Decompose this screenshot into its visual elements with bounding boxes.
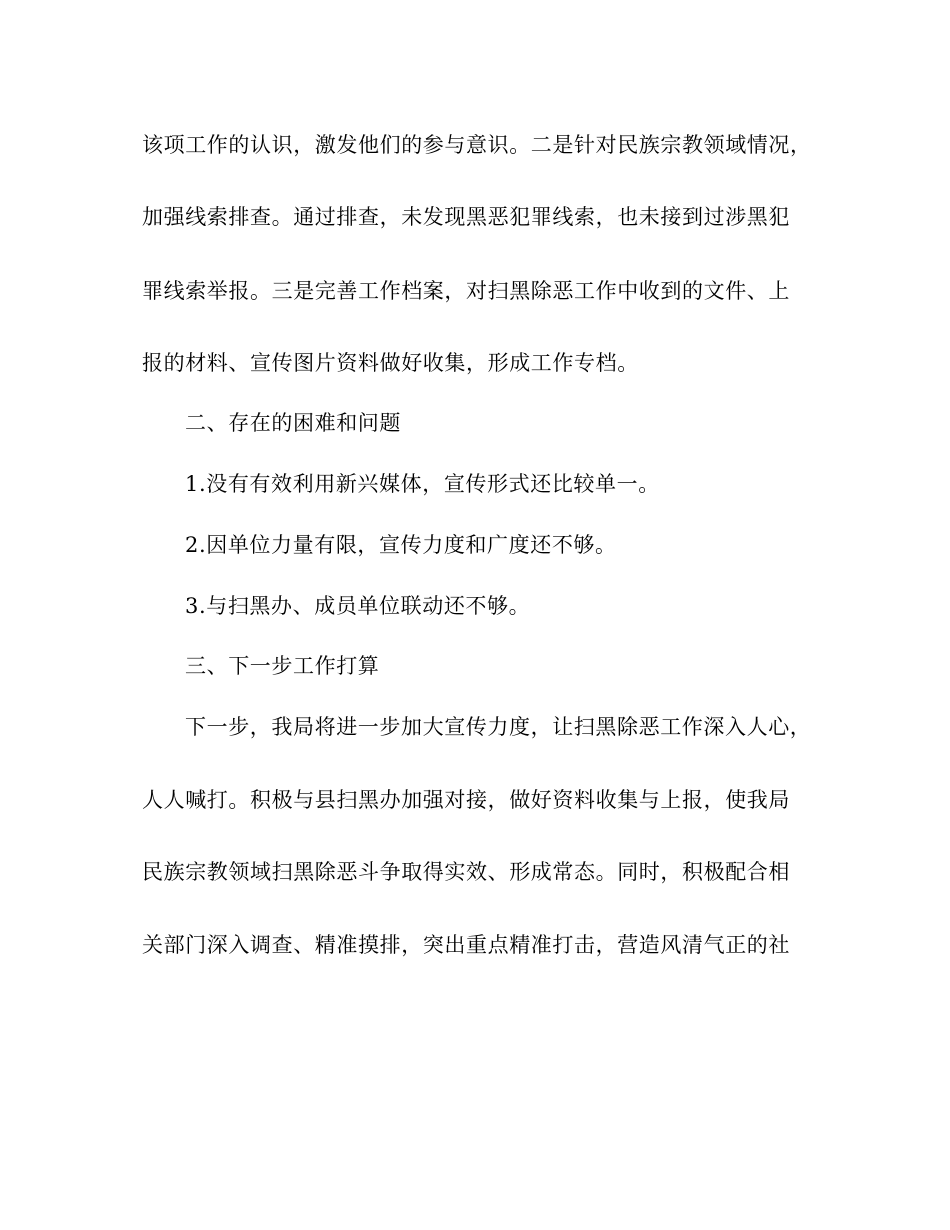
list-item: 1.没有有效利用新兴媒体，宣传形式还比较单一。 bbox=[185, 472, 660, 496]
paragraph-line: 报的材料、宣传图片资料做好收集，形成工作专档。 bbox=[142, 351, 639, 375]
paragraph-line: 罪线索举报。三是完善工作档案，对扫黑除恶工作中收到的文件、上 bbox=[142, 279, 790, 303]
list-item: 2.因单位力量有限，宣传力度和广度还不够。 bbox=[185, 533, 617, 557]
section-heading: 二、存在的困难和问题 bbox=[185, 411, 401, 435]
paragraph-line: 加强线索排查。通过排查，未发现黑恶犯罪线索，也未接到过涉黑犯 bbox=[142, 205, 790, 229]
paragraph-line: 该项工作的认识，激发他们的参与意识。二是针对民族宗教领域情况， bbox=[142, 133, 812, 157]
section-heading: 三、下一步工作打算 bbox=[185, 654, 380, 678]
paragraph-line: 民族宗教领域扫黑除恶斗争取得实效、形成常态。同时，积极配合相 bbox=[142, 860, 790, 884]
paragraph-line: 人人喊打。积极与县扫黑办加强对接，做好资料收集与上报，使我局 bbox=[142, 788, 790, 812]
paragraph-line: 下一步，我局将进一步加大宣传力度，让扫黑除恶工作深入人心， bbox=[185, 715, 812, 739]
paragraph-line: 关部门深入调查、精准摸排，突出重点精准打击，营造风清气正的社 bbox=[142, 933, 790, 957]
list-item: 3.与扫黑办、成员单位联动还不够。 bbox=[185, 594, 531, 618]
